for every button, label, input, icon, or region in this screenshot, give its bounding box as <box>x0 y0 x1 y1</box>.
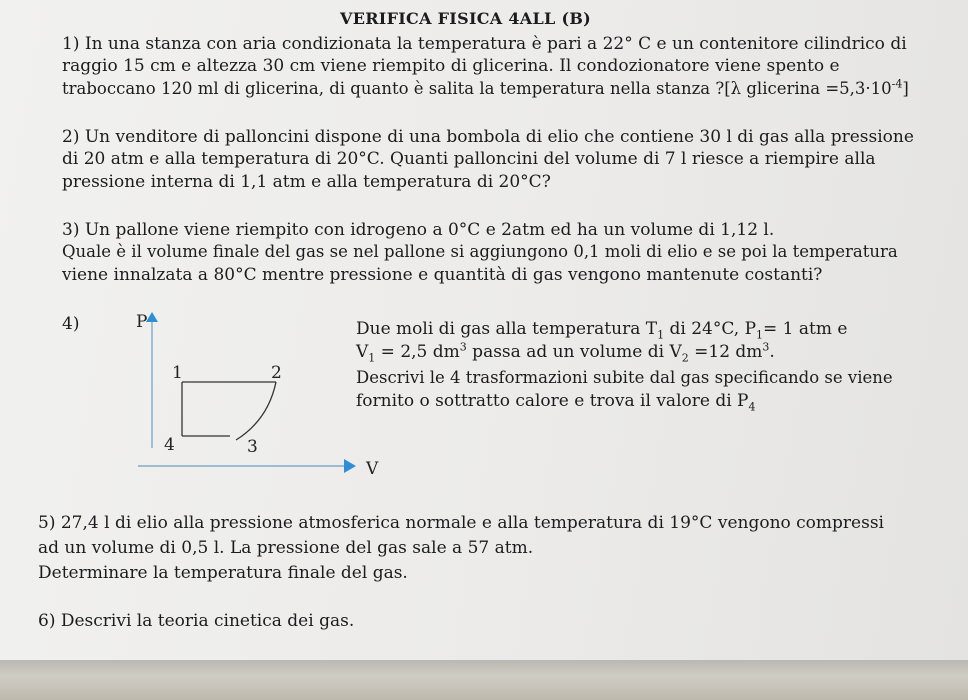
q5-line-1: 5) 27,4 l di elio alla pressione atmosferica normale e alla temperatura di 19°C vengono compressi <box>38 513 884 533</box>
q4-line-3: Descrivi le 4 trasformazioni subite dal gas specificando se viene <box>356 368 893 387</box>
table-surface <box>0 660 968 700</box>
y-axis-arrow <box>146 312 158 322</box>
axis-y-label: P <box>136 312 148 332</box>
process-2-3 <box>236 382 276 440</box>
q4-line-4: fornito o sottratto calore e trova il valore di $P_4$ <box>356 391 756 414</box>
x-axis-arrow <box>344 459 356 473</box>
q3-line-1: 3) Un pallone viene riempito con idrogeno a 0°C e 2atm ed ha un volume di 1,12 l. <box>62 220 775 240</box>
q2-line-1: 2) Un venditore di palloncini dispone di una bombola di elio che contiene 30 l di gas alla pressione <box>62 127 914 147</box>
q3-line-2: Quale è il volume finale del gas se nel pallone si aggiungono 0,1 moli di elio e se poi la temperatura <box>62 242 898 261</box>
q1-line-2: raggio 15 cm e altezza 30 cm viene riempito di glicerina. Il condozionatore viene spento e <box>62 56 840 76</box>
q1-line-3: traboccano 120 ml di glicerina, di quanto è salita la temperatura nella stanza ?[λ glicerina $=5,3\cdot 10^{-4}$] <box>62 77 909 98</box>
q5-line-2: ad un volume di 0,5 l. La pressione del gas sale a 57 atm. <box>38 538 534 558</box>
q2-line-3: pressione interna di 1,1 atm e alla temperatura di 20°C? <box>62 172 551 192</box>
point-3-label: 3 <box>247 437 258 457</box>
point-2-label: 2 <box>271 363 282 383</box>
q4-line-2: $V_1 = 2,5$ $dm^3$ passa ad un volume di $V_2 =12$ $dm^3$. <box>356 340 775 365</box>
q3-line-3: viene innalzata a 80°C mentre pressione e quantità di gas vengono mantenute costanti? <box>62 265 823 285</box>
q5-line-3: Determinare la temperatura finale del gas. <box>38 563 408 583</box>
pv-diagram <box>130 308 379 479</box>
axis-x-label: V <box>366 459 379 479</box>
q2-line-2: di 20 atm e alla temperatura di 20°C. Quanti palloncini del volume di 7 l riesce a riempire alla <box>62 149 876 169</box>
q4-number: 4) <box>62 314 80 334</box>
q4-line-1: Due moli di gas alla temperatura $T_1$ di 24°C, $P_1= 1$ atm e <box>356 319 848 342</box>
point-1-label: 1 <box>172 363 183 383</box>
q6-line-1: 6) Descrivi la teoria cinetica dei gas. <box>38 611 355 631</box>
q1-line-1: 1) In una stanza con aria condizionata la temperatura è pari a 22° C e un contenitore cilindrico di <box>62 34 907 54</box>
point-4-label: 4 <box>164 435 175 455</box>
page-title: VERIFICA FISICA 4ALL (B) <box>340 9 592 28</box>
